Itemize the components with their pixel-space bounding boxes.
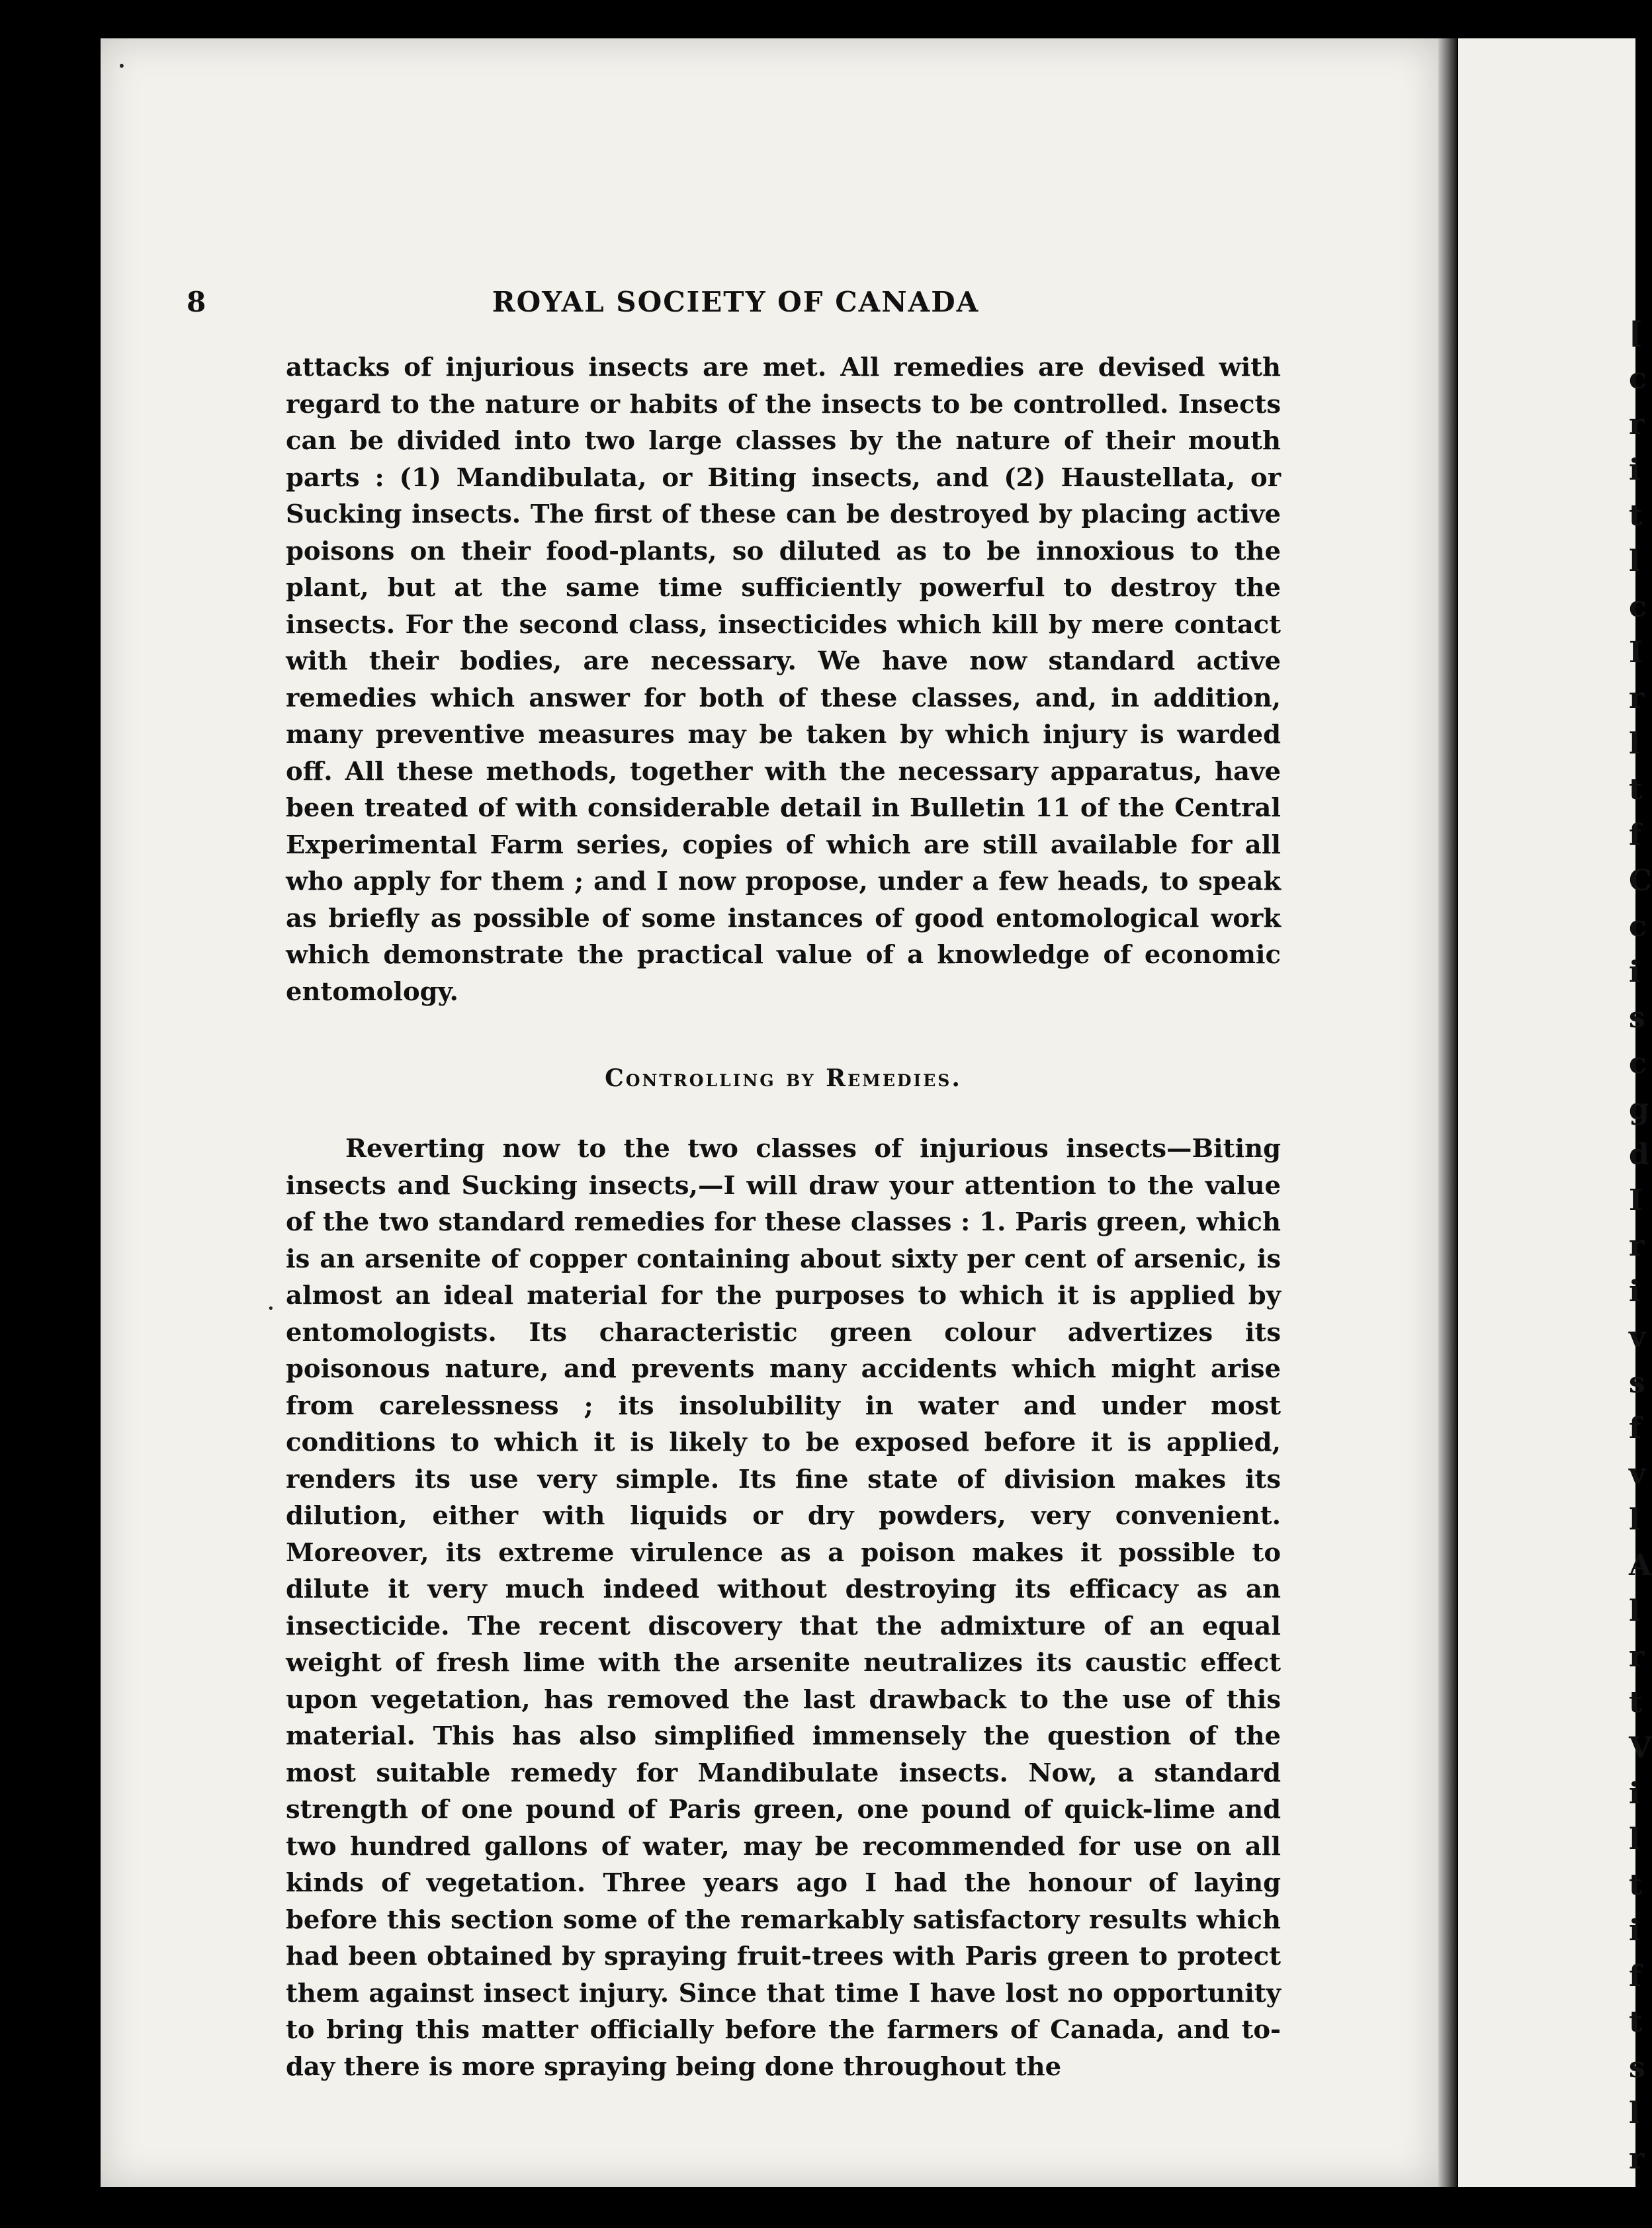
- facing-page-fragment: s: [1629, 2051, 1645, 2084]
- running-title: ROYAL SOCIETY OF CANADA: [492, 286, 980, 318]
- facing-page-fragment: i: [1629, 1914, 1640, 1948]
- facing-page-fragment: i: [1629, 1777, 1640, 1811]
- facing-page-fragment: I: [1629, 1183, 1643, 1217]
- facing-page-fragment: c: [1629, 590, 1647, 624]
- facing-page-fragment: t: [1629, 499, 1643, 533]
- facing-page-fragment: c: [1629, 362, 1647, 396]
- facing-page-fragment: l: [1629, 544, 1640, 578]
- right-page-edge: [1458, 38, 1652, 2187]
- facing-page-fragment: i: [1629, 955, 1640, 989]
- facing-page-fragment: t: [1629, 1686, 1643, 1719]
- page-gutter: [1438, 38, 1457, 2187]
- facing-page-fragment: f: [1629, 1959, 1641, 1993]
- facing-page-fragment: c: [1629, 1047, 1647, 1080]
- facing-page-fragment: l: [1629, 1822, 1640, 1856]
- facing-page-fragment: f: [1629, 1412, 1641, 1445]
- facing-page-fragment: A: [1629, 1549, 1652, 1582]
- facing-page-fragment: r: [1629, 1229, 1645, 1263]
- scan-speck: •: [118, 58, 126, 74]
- facing-page-fragment: t: [1629, 1868, 1643, 1902]
- facing-page-fragment: C: [1629, 864, 1652, 898]
- page-number: 8: [187, 286, 207, 318]
- facing-page-fragment: r: [1629, 2142, 1645, 2176]
- body-text: [286, 349, 1281, 2085]
- facing-page-fragment: i: [1629, 1275, 1640, 1308]
- facing-page-fragment: v: [1629, 1457, 1646, 1491]
- facing-page-fragment: v: [1629, 1320, 1646, 1354]
- paragraph: Reverting now to the two classes of injurious insects—Biting insects and Sucking insects,—I will draw your attention to the value of the two standard remedies for these classes : 1. Paris green, which is an arsenite of copper containing about sixty per cent of arsenic, is almost an ideal material for the purposes to which it is applied by entomologists. Its characteristic green colour advertizes its poisonous nature, and prevents many accidents which might arise from carelessness ; its insolubility in water and under most conditions to which it is likely to be exposed before it is applied, renders its use very simple. Its fine state of division makes its dilution, either with liquids or dry powders, very convenient. Moreover, its extreme virulence as a poison makes it possible to dilute it very much indeed without destroying its efficacy as an insecticide. The recent discovery that the admixture of an equal weight of fresh lime with the arsenite neutralizes its caustic effect upon vegetation, has removed the last drawback to the use of this material. This has also simplified immensely the question of the most suitable remedy for Mandibulate insects. Now, a standard strength of one pound of Paris green, one pound of quick-lime and two hundred gallons of water, may be recommended for use on all kinds of vegetation. Three years ago I had the honour of laying before this section some of the remarkably satisfactory results which had been obtained by spraying fruit-trees with Paris green to protect them against insect injury. Since that time I have lost no opportunity to bring this matter officially before the farmers of Canada, and to-day there is more spraying being done throughout the: [286, 1134, 1281, 2082]
- facing-page-fragment: r: [1629, 681, 1645, 715]
- facing-page-fragment: l: [1629, 1503, 1640, 1537]
- facing-page-fragment: t: [1629, 2005, 1643, 2039]
- facing-page-fragment: i: [1629, 453, 1640, 487]
- scan-speck: •: [267, 1302, 275, 1316]
- facing-page-fragment: [: [1629, 316, 1643, 350]
- facing-page-fragment: s: [1629, 1001, 1645, 1035]
- facing-page-fragment: t: [1629, 773, 1643, 806]
- section-heading: Controlling by Remedies.: [605, 1064, 962, 1092]
- facing-page-fragment: r: [1629, 407, 1645, 441]
- facing-page-fragment: l: [1629, 2096, 1640, 2130]
- facing-page-fragment: g: [1629, 1092, 1649, 1126]
- facing-page-fragment: f: [1629, 818, 1641, 852]
- facing-page-fragment: V: [1629, 1731, 1652, 1765]
- facing-page-fragment: l: [1629, 1594, 1640, 1628]
- paragraph: attacks of injurious insects are met. All remedies are devised with regard to the nature or habits of the insects to be controlled. Insects can be divided into two large classes by the nature of their mouth parts : (1) Mandibulata, or Biting insects, and (2) Haustellata, or Sucking insects. The first of these can be destroyed by placing active poisons on their food-plants, so diluted as to be innoxious to the plant, but at the same time sufficiently powerful to destroy the insects. For the second class, insecticides which kill by mere contact with their bodies, are necessary. We have now standard active remedies which answer for both of these classes, and, in addition, many preventive measures may be taken by which injury is warded off. All these methods, together with the necessary apparatus, have been treated of with considerable detail in Bulletin 11 of the Central Experimental Farm series, copies of which are still available for all who apply for them ; and I now propose, under a few heads, to speak as briefly as possible of some instances of good entomological work which demonstrate the practical value of a knowledge of economic entomology.: [286, 353, 1281, 1007]
- facing-page-fragment: I: [1629, 636, 1643, 669]
- facing-page-fragment: d: [1629, 1138, 1649, 1172]
- facing-page-fragment: l: [1629, 727, 1640, 761]
- facing-page-fragment: r: [1629, 1640, 1645, 1674]
- facing-page-fragment: s: [1629, 1366, 1645, 1400]
- facing-page-fragment: c: [1629, 910, 1647, 943]
